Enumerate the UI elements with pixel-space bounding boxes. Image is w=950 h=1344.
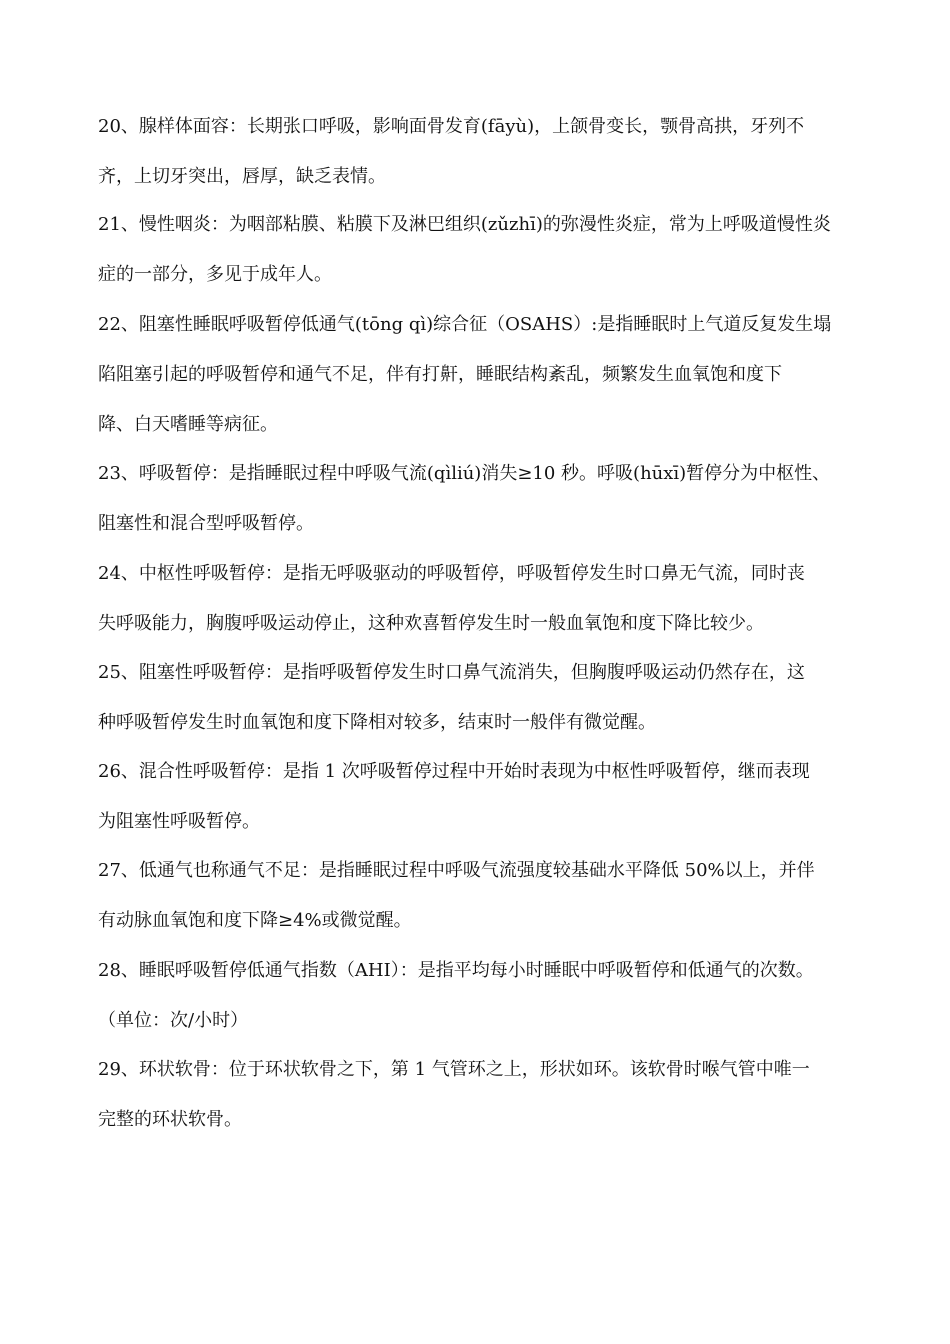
text-line: 陷阻塞引起的呼吸暂停和通气不足，伴有打鼾，睡眠结构紊乱，频繁发生血氧饱和度下 — [98, 364, 782, 385]
text-line: 22、阻塞性睡眠呼吸暂停低通气(tōng qì)综合征（OSAHS）:是指睡眠时上气道反复发生塌 — [98, 314, 832, 335]
text-line: 有动脉血氧饱和度下降≥4%或微觉醒。 — [98, 910, 412, 931]
text-line: 24、中枢性呼吸暂停：是指无呼吸驱动的呼吸暂停，呼吸暂停发生时口鼻无气流，同时丧 — [98, 563, 805, 584]
entry-28-ahi — [98, 946, 858, 1046]
text-line: 为阻塞性呼吸暂停。 — [98, 811, 260, 832]
entry-20-adenoid-face — [98, 102, 858, 202]
text-line: 29、环状软骨：位于环状软骨之下，第 1 气管环之上，形状如环。该软骨时喉气管中唯一 — [98, 1059, 810, 1080]
entry-21-chronic-pharyngitis — [98, 200, 858, 300]
text-line: 21、慢性咽炎：为咽部粘膜、粘膜下及淋巴组织(zǔzhī)的弥漫性炎症，常为上呼吸道慢性炎 — [98, 214, 831, 235]
text-line: 完整的环状软骨。 — [98, 1109, 242, 1130]
text-line: 阻塞性和混合型呼吸暂停。 — [98, 513, 314, 534]
entry-24-central-apnea — [98, 549, 858, 649]
text-line: 28、睡眠呼吸暂停低通气指数（AHI）：是指平均每小时睡眠中呼吸暂停和低通气的次数。 — [98, 960, 814, 981]
entry-29-cricoid-cartilage — [98, 1045, 858, 1145]
text-line: 27、低通气也称通气不足：是指睡眠过程中呼吸气流强度较基础水平降低 50%以上，并伴 — [98, 860, 815, 881]
text-line: 齐，上切牙突出，唇厚，缺乏表情。 — [98, 166, 386, 187]
entry-27-hypopnea — [98, 846, 858, 946]
entry-26-mixed-apnea — [98, 747, 858, 847]
text-line: 20、腺样体面容：长期张口呼吸，影响面骨发育(fāyù)，上颌骨变长，颚骨高拱，牙列不 — [98, 116, 805, 137]
text-line: 23、呼吸暂停：是指睡眠过程中呼吸气流(qìliú)消失≥10 秒。呼吸(hūxī)暂停分为中枢性、 — [98, 463, 831, 484]
entry-23-apnea — [98, 449, 858, 549]
entry-22-osahs — [98, 300, 858, 450]
text-line: 种呼吸暂停发生时血氧饱和度下降相对较多，结束时一般伴有微觉醒。 — [98, 712, 656, 733]
text-line: 25、阻塞性呼吸暂停：是指呼吸暂停发生时口鼻气流消失，但胸腹呼吸运动仍然存在，这 — [98, 662, 805, 683]
text-line: 失呼吸能力，胸腹呼吸运动停止，这种欢喜暂停发生时一般血氧饱和度下降比较少。 — [98, 613, 764, 634]
text-line: 症的一部分，多见于成年人。 — [98, 264, 332, 285]
text-line: 降、白天嗜睡等病征。 — [98, 414, 278, 435]
text-line: 26、混合性呼吸暂停：是指 1 次呼吸暂停过程中开始时表现为中枢性呼吸暂停，继而表现 — [98, 761, 810, 782]
text-line: （单位：次/小时） — [98, 1010, 249, 1031]
entry-25-obstructive-apnea — [98, 648, 858, 748]
